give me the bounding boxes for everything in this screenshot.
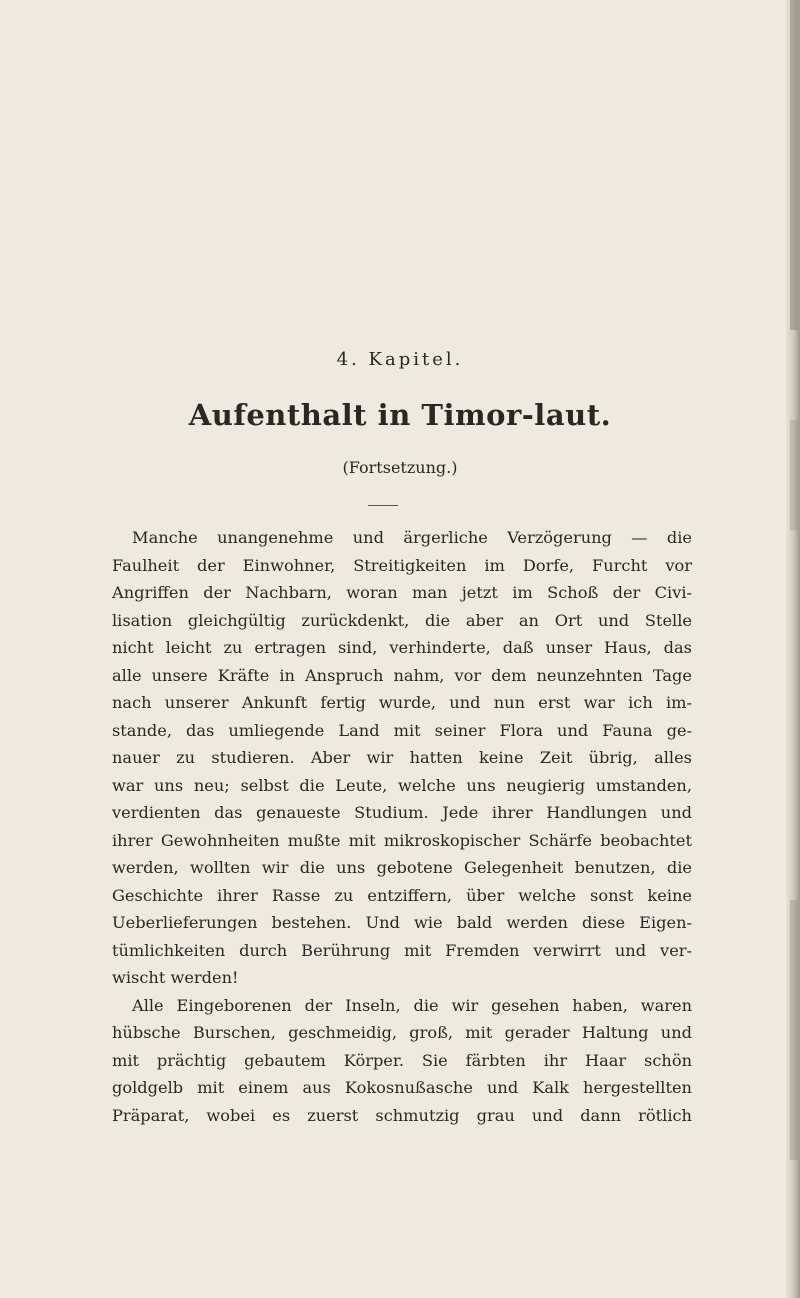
body-text: [112, 524, 692, 1129]
text-line: werden, wollten wir die uns gebotene Gelegenheit benutzen, die: [112, 858, 692, 877]
text-line: Alle Eingeborenen der Inseln, die wir gesehen haben, waren: [132, 995, 692, 1015]
text-line: goldgelb mit einem aus Kokosnußasche und Kalk hergestellten: [112, 1078, 692, 1097]
text-line: hübsche Burschen, geschmeidig, groß, mit gerader Haltung und: [112, 1023, 692, 1042]
continuation-note: (Fortsetzung.): [342, 458, 458, 477]
text-line: ihrer Gewohnheiten mußte mit mikroskopischer Schärfe beobachtet: [112, 830, 692, 850]
page-edge-shadow: [786, 0, 800, 1298]
text-line: stande, das umliegende Land mit seiner Flora und Fauna ge-: [112, 720, 692, 740]
text-line: nauer zu studieren. Aber wir hatten keine Zeit übrig, alles: [112, 748, 692, 767]
chapter-heading: 4. Kapitel.: [336, 349, 464, 370]
text-line: Manche unangenehme und ärgerliche Verzögerung — die: [132, 528, 692, 547]
text-line: alle unsere Kräfte in Anspruch nahm, vor dem neunzehnten Tage: [112, 665, 692, 685]
text-line: war uns neu; selbst die Leute, welche uns neugierig umstanden,: [112, 775, 692, 795]
chapter-title: Aufenthalt in Timor-laut.: [188, 398, 612, 432]
text-line: wischt werden!: [112, 968, 239, 987]
text-line: lisation gleichgültig zurückdenkt, die aber an Ort und Stelle: [112, 610, 692, 630]
text-line: tümlichkeiten durch Berührung mit Fremden verwirrt und ver-: [112, 940, 692, 960]
edge-stain: [790, 0, 798, 330]
text-line: Faulheit der Einwohner, Streitigkeiten im Dorfe, Furcht vor: [112, 555, 692, 575]
text-line: mit prächtig gebautem Körper. Sie färbten ihr Haar schön: [112, 1050, 692, 1070]
text-line: nach unserer Ankunft fertig wurde, und nun erst war ich im-: [112, 693, 692, 712]
edge-stain: [790, 900, 798, 1160]
text-line: verdienten das genaueste Studium. Jede ihrer Handlungen und: [112, 803, 692, 822]
text-line: Angriffen der Nachbarn, woran man jetzt im Schoß der Civi-: [112, 583, 692, 602]
text-line: Ueberlieferungen bestehen. Und wie bald werden diese Eigen-: [112, 913, 692, 932]
text-line: Präparat, wobei es zuerst schmutzig grau und dann rötlich: [112, 1105, 692, 1125]
text-line: Geschichte ihrer Rasse zu entziffern, über welche sonst keine: [112, 885, 692, 905]
divider-rule: [368, 505, 398, 506]
text-line: nicht leicht zu ertragen sind, verhinderte, daß unser Haus, das: [112, 638, 692, 657]
